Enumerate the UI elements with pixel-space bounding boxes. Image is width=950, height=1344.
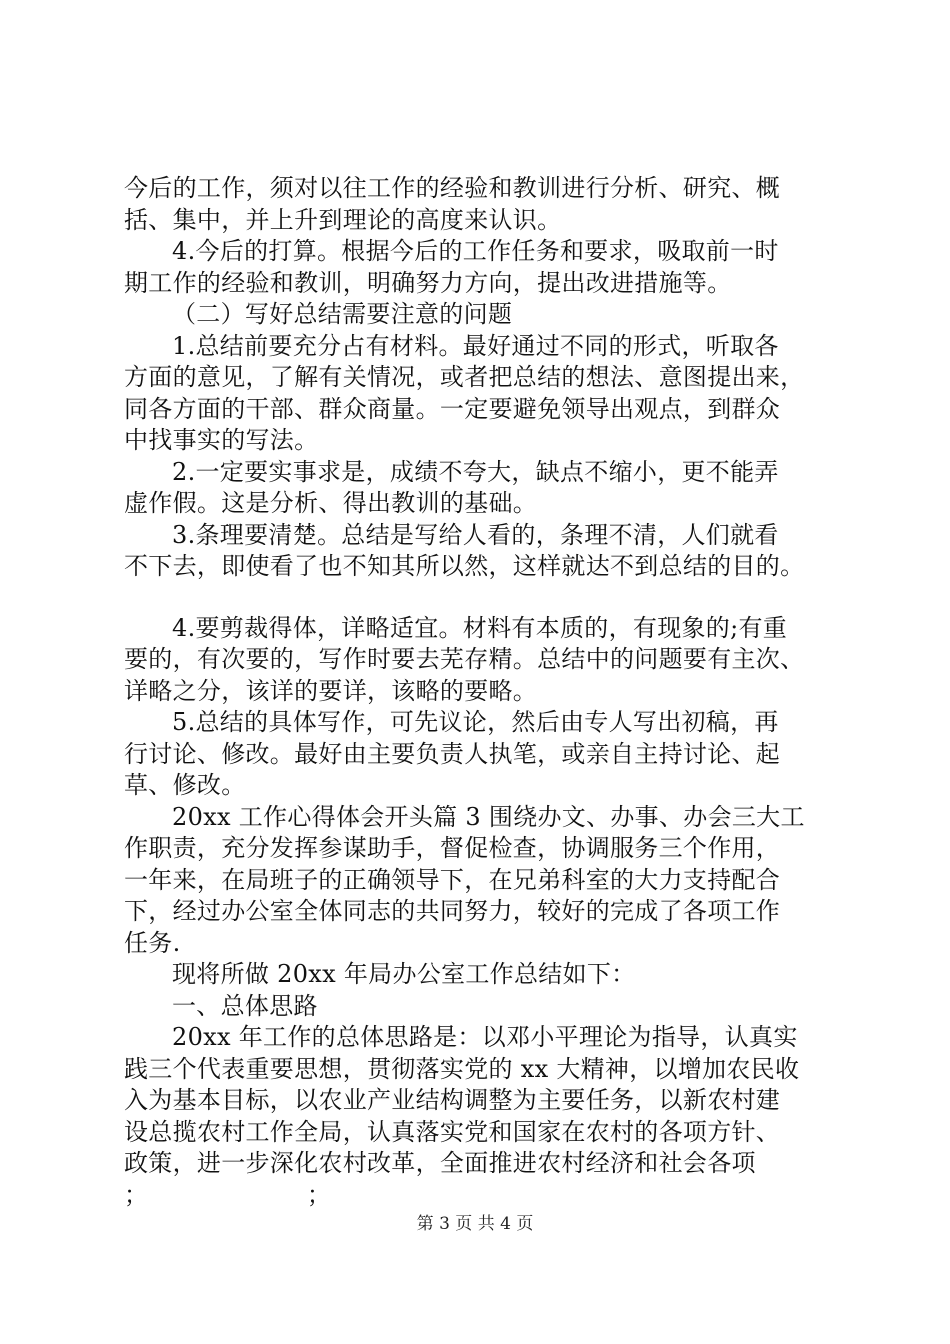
text-line: 括、集中，并上升到理论的高度来认识。 xyxy=(124,205,562,234)
text-line: 4.今后的打算。根据今后的工作任务和要求，吸取前一时 xyxy=(172,237,779,265)
text-line: ； ； xyxy=(124,1180,332,1209)
text-line: 作职责，充分发挥参谋助手，督促检查，协调服务三个作用， xyxy=(124,834,781,862)
text-line: 现将所做 20xx 年局办公室工作总结如下： xyxy=(172,960,636,988)
section-heading: 一、总体思路 xyxy=(172,991,318,1020)
text-line: 入为基本目标，以农业产业结构调整为主要任务，以新农村建 xyxy=(124,1086,781,1114)
text-line: 同各方面的干部、群众商量。一定要避免领导出观点，到群众 xyxy=(124,394,781,423)
text-line: 5.总结的具体写作，可先议论，然后由专人写出初稿，再 xyxy=(172,708,779,736)
section-heading: （二）写好总结需要注意的问题 xyxy=(172,300,513,328)
text-line: 虚作假。这是分析、得出教训的基础。 xyxy=(124,489,538,517)
text-line: 设总揽农村工作全局，认真落实党和国家在农村的各项方针、 xyxy=(124,1117,781,1146)
text-line: 任务. xyxy=(124,928,181,957)
text-line: 4.要剪裁得体，详略适宜。材料有本质的，有现象的;有重 xyxy=(172,613,788,642)
text-line: 3.条理要清楚。总结是写给人看的，条理不清，人们就看 xyxy=(172,520,779,549)
text-line: 1.总结前要充分占有材料。最好通过不同的形式，听取各 xyxy=(172,331,779,360)
text-line: 详略之分，该详的要详，该略的要略。 xyxy=(124,676,538,705)
document-body xyxy=(124,173,839,1211)
text-line: 2.一定要实事求是，成绩不夸大，缺点不缩小，更不能弄 xyxy=(172,457,779,486)
text-line: 20xx 年工作的总体思路是：以邓小平理论为指导，认真实 xyxy=(172,1023,798,1051)
text-line: 不下去，即使看了也不知其所以然，这样就达不到总结的目的。 xyxy=(124,552,805,580)
text-line: 中找事实的写法。 xyxy=(124,426,319,454)
text-line: 政策，进一步深化农村改革，全面推进农村经济和社会各项 xyxy=(124,1149,756,1177)
text-line: 草、修改。 xyxy=(124,771,246,799)
text-line: 期工作的经验和教训，明确努力方向，提出改进措施等。 xyxy=(124,268,732,297)
text-line: 一年来，在局班子的正确领导下，在兄弟科室的大力支持配合 xyxy=(124,865,781,894)
text-line: 行讨论、修改。最好由主要负责人执笔，或亲自主持讨论、起 xyxy=(124,739,781,768)
text-line: 践三个代表重要思想，贯彻落实党的 xx 大精神，以增加农民收 xyxy=(124,1054,800,1083)
text-line: 20xx 工作心得体会开头篇 3 围绕办文、办事、办会三大工 xyxy=(172,802,805,831)
text-line: 下，经过办公室全体同志的共同努力，较好的完成了各项工作 xyxy=(124,897,781,925)
text-line: 要的，有次要的，写作时要去芜存精。总结中的问题要有主次、 xyxy=(124,645,805,673)
text-line: 今后的工作，须对以往工作的经验和教训进行分析、研究、概 xyxy=(124,174,781,202)
paragraph-gap xyxy=(124,583,839,613)
page-number-footer: 第 3 页 共 4 页 xyxy=(416,1214,534,1234)
text-line: 方面的意见，了解有关情况，或者把总结的想法、意图提出来， xyxy=(124,363,805,391)
